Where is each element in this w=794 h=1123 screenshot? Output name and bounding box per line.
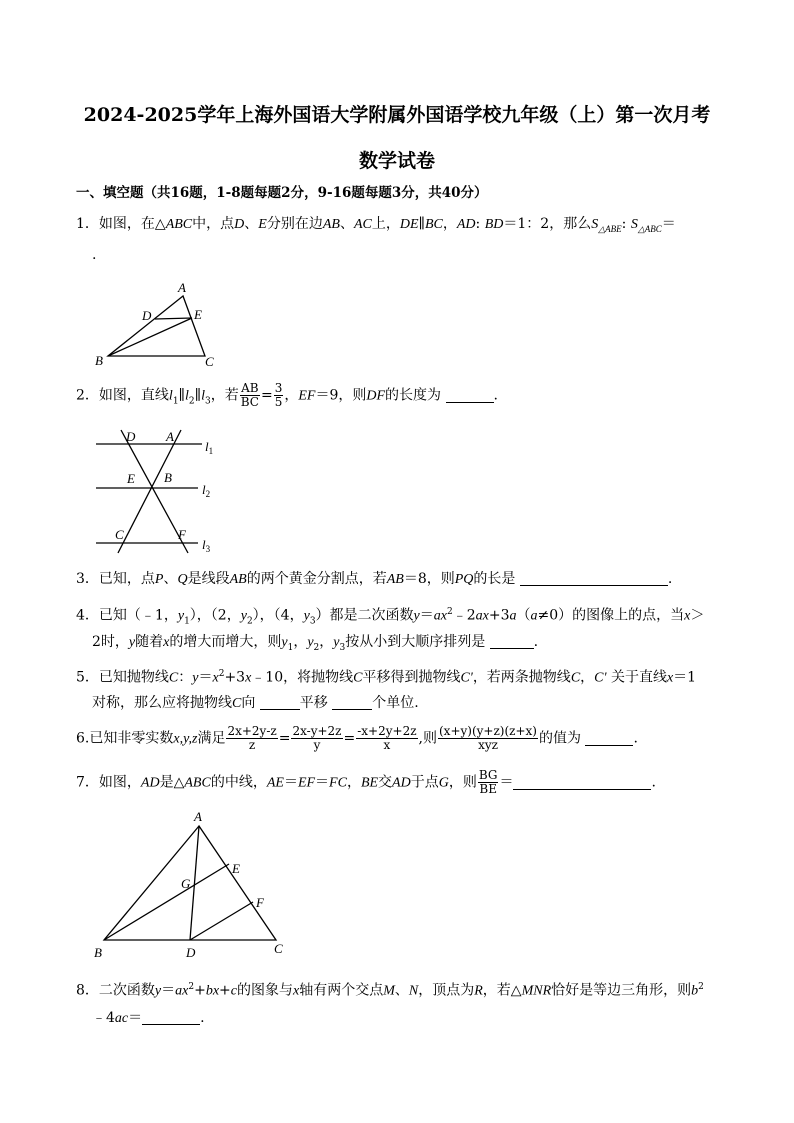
question-8-line2: ﹣4ac＝ .: [92, 1010, 205, 1026]
q1-label-B: B: [95, 353, 103, 368]
q1-label-A: A: [178, 280, 186, 295]
q2-label-F: F: [178, 527, 186, 542]
question-5-line1: 5．已知抛物线C：$y=x^2+3x﹣10$，将抛物线C平移得到抛物线C'，若两条抛物线C，C' 关于直线x＝1: [76, 669, 697, 686]
q2-label-A: A: [166, 429, 174, 444]
q2-label-C: C: [115, 527, 124, 542]
q7-label-F: F: [256, 895, 264, 910]
q7-label-E: E: [232, 861, 240, 876]
q1-label-C: C: [205, 354, 214, 369]
question-5-line2: 对称，那么应将抛物线C向 平移 个单位.: [92, 695, 419, 711]
question-1: 1．如图，在△ABC中，点D、E分别在边AB、AC上，DE∥BC，AD: BD＝1：2，那么$S_{\triangle ABE}$: $S_{\triangle ABC}=$: [76, 216, 676, 234]
q2-label-D: D: [126, 429, 136, 444]
q2-label-B: B: [164, 470, 172, 485]
q1-label-D: D: [142, 308, 152, 323]
q7-label-G: G: [181, 876, 191, 891]
q7-label-B: B: [94, 945, 102, 960]
question-4-line2: 2时，y随着x的增大而增大，则$y_1$，$y_2$，$y_3$按从小到大顺序排列是 .: [92, 634, 539, 653]
q7-label-C: C: [274, 941, 283, 956]
question-2: 2．如图，直线$l_1\parallel l_2\parallel l_3$，若 $\frac{AB}{BC}$ = $\frac{3}{5}$ ，EF＝9，则DF的长度为 .: [76, 381, 498, 409]
q2-label-l3: $l_3$: [202, 537, 211, 554]
q2-label-E: E: [127, 471, 135, 486]
q7-label-A: A: [194, 809, 202, 824]
question-3: 3．已知，点P、Q是线段AB的两个黄金分割点，若AB＝8，则PQ的长是 .: [76, 571, 673, 587]
answer-blank-8[interactable]: [142, 1010, 200, 1025]
section-heading: 一、填空题（共16题，1-8题每题2分，9-16题每题3分，共40分）: [76, 185, 488, 201]
exam-title-line2: 数学试卷: [358, 150, 435, 172]
q7-label-D: D: [186, 945, 196, 960]
q2-label-l1: $l_1$: [205, 439, 214, 456]
question-1-end: .: [92, 247, 97, 263]
question-7: 7．如图，AD是△ABC的中线，AE＝EF＝FC，BE交AD于点G，则 $\frac{BG}{BE}$ ＝ .: [76, 768, 656, 796]
exam-title-line1: 2024-2025学年上海外国语大学附属外国语学校九年级（上）第一次月考: [83, 104, 711, 126]
question-4-line1: 4．已知（﹣1，$y_1$），（2，$y_2$），（4，$y_3$）都是二次函数$y=ax^2﹣2ax+3a(a\ne 0)$的图像上的点，当x＞: [76, 607, 705, 627]
q1-label-E: E: [194, 307, 202, 322]
q2-label-l2: $l_2$: [202, 482, 211, 499]
question-6: 6.已知非零实数x,y,z满足 $\frac{2x+2y-z}{z}$ = $\frac{2x-y+2z}{y}$ = $\frac{-x+2y+2z}{x}$ ,则 $\frac{(x+y)(y+z)(z+x)}{\text{xyz}}$ 的值为 .: [76, 724, 638, 752]
question-8-line1: 8．二次函数$y=ax^2+bx+c$的图象与x轴有两个交点M、N，顶点为R，若△MNR恰好是等边三角形，则$b^2$: [76, 982, 704, 999]
